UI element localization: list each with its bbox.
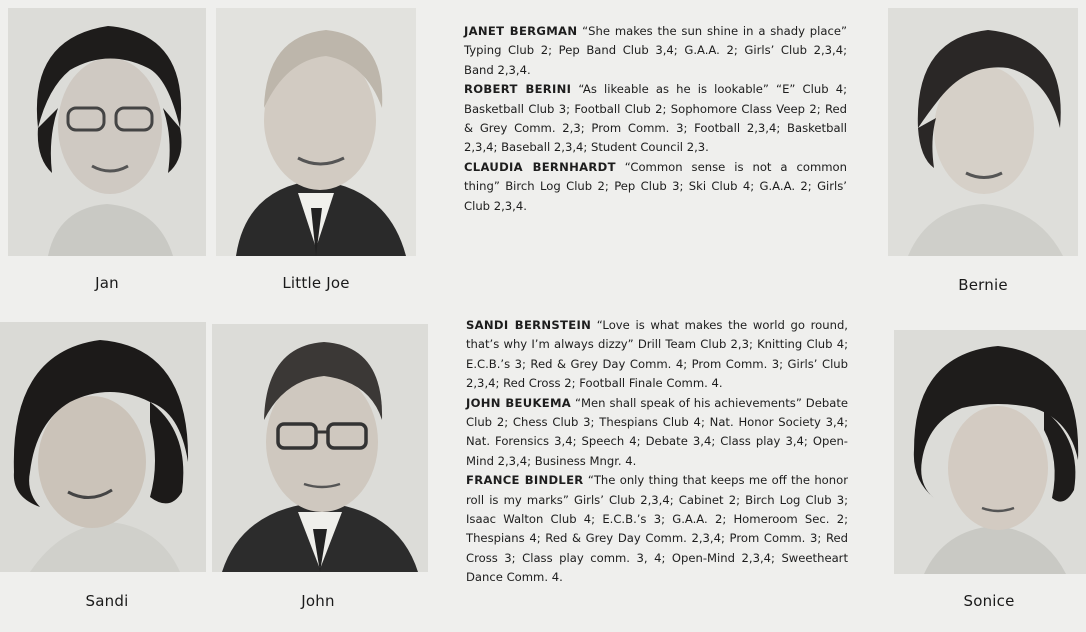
caption-sandi: Sandi: [85, 592, 129, 610]
bio-block-bottom: [466, 316, 848, 588]
bio-robert-berini: ROBERT BERINI “As likeable as he is lookable” “E” Club 4; Basketball Club 3; Football Club 2; Sophomore Class Veep 2; Red & Grey Comm. 2,3; Prom Comm. 3; Football 2,3,4; Basketball 2,3,4; Baseball 2,3,4; Student Council 2,3.: [464, 82, 847, 155]
caption-bernie: Bernie: [958, 276, 1008, 294]
bio-claudia-bernhardt: CLAUDIA BERNHARDT “Common sense is not a common thing” Birch Log Club 2; Pep Club 3; Ski Club 4; G.A.A. 2; Girls’ Club 2,3,4.: [464, 159, 848, 213]
caption-jan: Jan: [95, 274, 119, 292]
bio-sandi-bernstein: SANDI BERNSTEIN “Love is what makes the world go round, that’s why I’m always dizzy” Drill Team Club 2,3; Knitting Club 4; E.C.B.’s 3; Red & Grey Day Comm. 4; Prom Comm. 3; Girls’ Club 2,3,4; Red Cross 2; Football Finale Comm. 4.: [466, 318, 848, 391]
bio-france-bindler: FRANCE BINDLER “The only thing that keeps me off the honor roll is my marks” Girls’ Club 2,3,4; Cabinet 2; Birch Log Club 3; Isaac Walton Club 4; E.C.B.’s 3; G.A.A. 2; Homeroom Sec. 2; Thespians 4; Red & Grey Day Comm. 2,3,4; Prom Comm. 3; Red Cross 3; Class play comm. 3, 4; Open-Mind 2,3,4; Sweetheart Dance Comm. 4.: [466, 473, 848, 585]
caption-john: John: [301, 592, 335, 610]
bio-john-beukema: JOHN BEUKEMA “Men shall speak of his achievements” Debate Club 2; Chess Club 3; Thespians Club 4; Nat. Honor Society 3,4; Nat. Forensics 3,4; Speech 4; Debate 3,4; Class play 3,4; Open-Mind 2,3,4; Business Mngr. 4.: [466, 395, 848, 468]
bio-block-top: [464, 22, 847, 216]
portrait-john: [212, 324, 428, 572]
caption-sonice: Sonice: [963, 592, 1015, 610]
portrait-jan: [8, 8, 206, 256]
bio-janet-bergman: JANET BERGMAN “She makes the sun shine in a shady place” Typing Club 2; Pep Band Club 3,4; G.A.A. 2; Girls’ Club 2,3,4; Band 2,3,4.: [464, 24, 848, 77]
portrait-sandi: [0, 322, 206, 572]
caption-little-joe: Little Joe: [282, 274, 350, 292]
portrait-little-joe: [216, 8, 416, 256]
portrait-sonice: [894, 330, 1086, 574]
portrait-bernie: [888, 8, 1078, 256]
